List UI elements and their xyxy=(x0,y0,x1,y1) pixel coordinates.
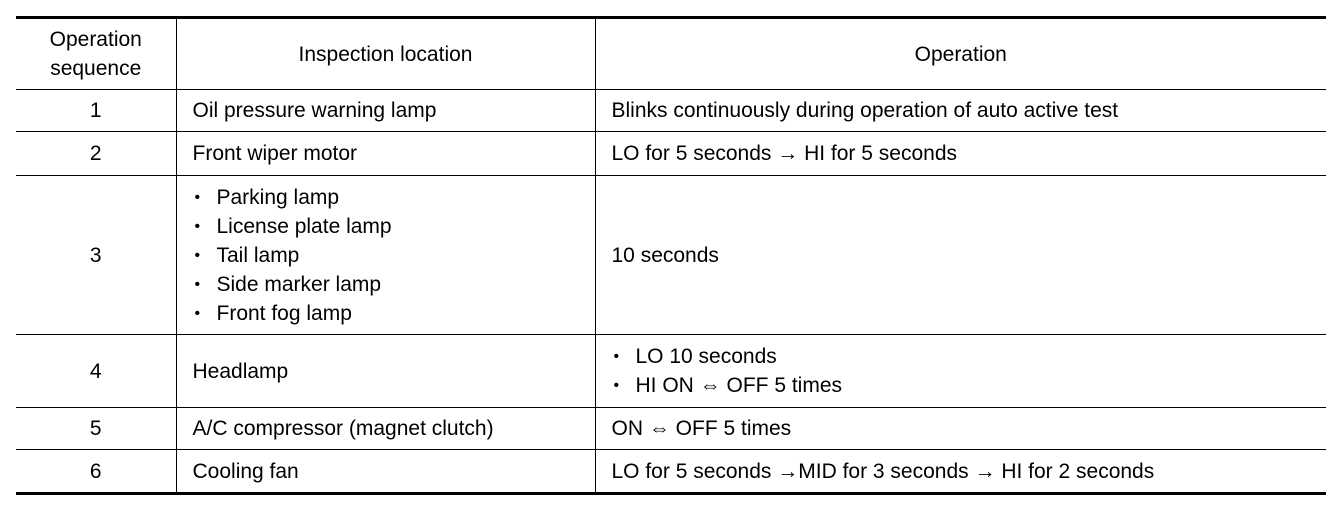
table-row xyxy=(16,132,1326,176)
location-cell: A/C compressor (magnet clutch) xyxy=(176,408,595,450)
list-item: • License plate lamp xyxy=(193,212,595,241)
list-item: • Tail lamp xyxy=(193,241,595,270)
header-sequence-line2: sequence xyxy=(50,57,142,80)
header-row xyxy=(16,18,1326,90)
location-cell: Oil pressure warning lamp xyxy=(176,90,595,132)
header-sequence-line1: Operation xyxy=(49,28,142,51)
header-operation: Operation xyxy=(595,18,1326,90)
location-bullet-list xyxy=(193,183,595,328)
operation-cell: 10 seconds xyxy=(595,176,1326,335)
list-item: • Parking lamp xyxy=(193,183,595,212)
sequence-cell: 4 xyxy=(16,335,176,408)
operation-cell xyxy=(595,335,1326,408)
location-cell: Cooling fan xyxy=(176,450,595,494)
sequence-cell: 5 xyxy=(16,408,176,450)
list-item: • Front fog lamp xyxy=(193,299,595,328)
list-item: • HI ON ⇔ OFF 5 times xyxy=(612,371,1327,400)
location-cell: Headlamp xyxy=(176,335,595,408)
table-row xyxy=(16,335,1326,408)
table-row xyxy=(16,408,1326,450)
table-row xyxy=(16,90,1326,132)
sequence-cell: 6 xyxy=(16,450,176,494)
header-inspection-location: Inspection location xyxy=(176,18,595,90)
table-row xyxy=(16,450,1326,494)
location-cell xyxy=(176,176,595,335)
sequence-cell: 1 xyxy=(16,90,176,132)
operation-cell: LO for 5 seconds →MID for 3 seconds → HI for 2 seconds xyxy=(611,459,1155,483)
operation-cell: ON ⇔ OFF 5 times xyxy=(595,408,1326,450)
list-item: • Side marker lamp xyxy=(193,270,595,299)
operation-cell: Blinks continuously during operation of auto active test xyxy=(595,90,1326,132)
operation-cell: LO for 5 seconds → HI for 5 seconds xyxy=(595,132,1326,176)
list-item: • LO 10 seconds xyxy=(612,342,1327,371)
operation-bullet-list xyxy=(612,342,1327,400)
operation-table xyxy=(16,16,1326,495)
location-cell: Front wiper motor xyxy=(176,132,595,176)
sequence-cell: 3 xyxy=(16,176,176,335)
header-operation-sequence xyxy=(16,18,176,90)
sequence-cell: 2 xyxy=(16,132,176,176)
table-row xyxy=(16,176,1326,335)
